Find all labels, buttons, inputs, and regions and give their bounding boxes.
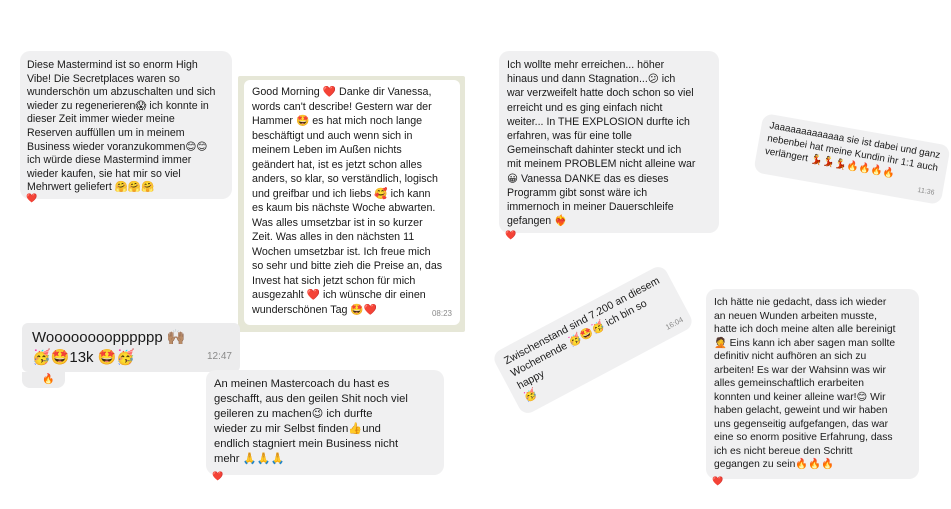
heart-reaction-icon: ❤️ [26,193,38,204]
testimonial-bubble-zwischenstand [491,264,695,417]
message-time: 12:47 [206,351,232,362]
message-time: 11:36 [916,186,935,197]
testimonial-bubble-mastermind [20,51,232,204]
message-text: Ich wollte mehr erreichen... höher hinaus und dann Stagnation...😕 ich war verzweifelt hatte doch schon so viel erreicht und es ging einfach nicht weiter... In THE EXPLOSION durfte ich erfahren, was für eine tolle Gemeinschaft dahinter steckt und ich mit meinem PROBLEM nicht alleine war 😀 Vanessa DANKE das es dieses Programm gibt sonst wäre ich immernoch in meiner Dauerschleife gefangen ❤️‍🔥 [507,59,696,228]
testimonial-bubble-13k [22,323,240,372]
message-text: An meinen Mastercoach du hast es geschafft, aus den geilen Shit noch viel geileren zu machen😉 ich durfte wieder zu mir Selbst finden👍und endlich stagniert mein Business nicht mehr 🙏🙏🙏 [214,378,408,465]
reaction-pill [22,372,65,388]
message-text: Ich hätte nie gedacht, dass ich wieder an neuen Wunden arbeiten musste, hatte ich doch meine alten alle bereinigt 🤦 Eins kann ich aber sagen man sollte definitiv nicht aufhören an sich zu arbeiten! Es war der Wahsinn was wir alles gemeinschaftlich erarbeiten konnten und keiner alleine war!😊 Wir haben gelacht, geweint und wir haben uns gegenseitig aufgefangen, das war eine so enorm positive Erfahrung, dass ich es nicht bereue den Schritt gegangen zu sein🔥🔥🔥 [714,297,896,470]
testimonial-bubble-good-morning [244,80,460,325]
message-text: Jaaaaaaaaaaaaa sie ist dabei und ganz nebenbei hat meine Kundin ihr 1:1 auch verlängert 💃💃💃🔥🔥🔥🔥 [764,120,942,180]
message-text: Good Morning ❤️ Danke dir Vanessa, words can't describe! Gestern war der Hammer 🤩 es hat mich noch lange beschäftigt und auch wenn sich in meinem Leben im Außen nichts geändert hat, ist es jetzt schon alles anders, so klar, so verständlich, logisch und greifbar und ich liebs 🥰 ich kann es kaum bis nächste Woche abwarten. Was alles umsetzbar ist in so kurzer Zeit. Was alles in den nächsten 11 Wochen umsetzbar ist. Ich freue mich so sehr und bitte zieh die Preise an, das Invest hat sich jetzt schon für mich ausgezahlt ❤️ ich wünsche dir einen wunderschönen Tag 🤩❤️ [252,86,443,316]
message-text: Diese Mastermind ist so enorm High Vibe! Die Secretplaces waren so wunderschön um abzuschalten und sich wieder zu regenerieren😱 ich konnte in dieser Zeit immer wieder meine Reserven auffüllen um in meinem Business wieder voranzukommen😊😊 ich würde diese Mastermind immer wieder kaufen, sie hat mir so viel Mehrwert geliefert 🤗🤗🤗 [27,59,216,194]
testimonial-bubble-explosion [499,51,719,240]
fire-reaction-icon: 🔥 [42,374,55,385]
heart-reaction-icon: ❤️ [712,475,724,486]
message-text: Zwischenstand sind 7.200 an diesem Wochenende 🥳🤩🥳 ich bin so happy 🥳 [502,274,662,405]
testimonial-bubble-mastercoach [206,370,444,481]
message-line: 🥳🤩13k 🤩🥳 [32,349,136,366]
message-line: Woooooooopppppp 🙌🏽 [32,329,186,346]
testimonial-bubble-wunden [706,289,919,486]
heart-reaction-icon: ❤️ [505,229,517,240]
heart-reaction-icon: ❤️ [212,471,224,481]
message-time: 08:23 [431,308,452,318]
testimonial-bubble-kundin [753,113,951,205]
message-time: 16:04 [663,314,685,332]
